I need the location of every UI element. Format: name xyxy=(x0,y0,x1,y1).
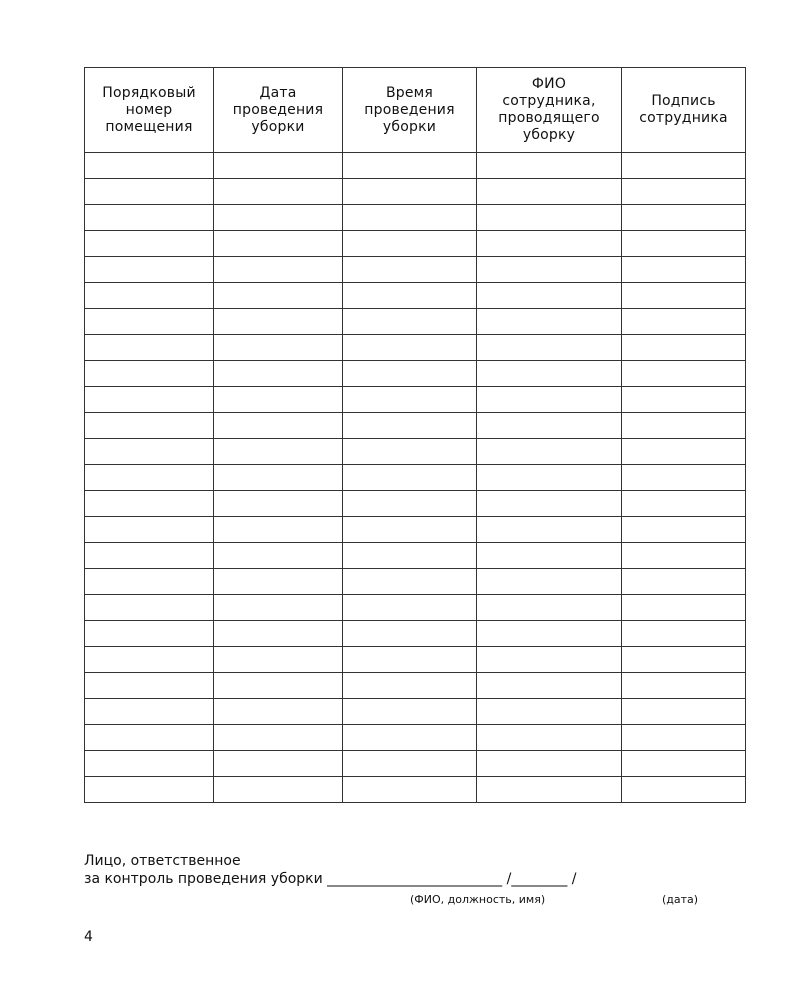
table-cell xyxy=(85,283,214,309)
table-cell xyxy=(85,309,214,335)
table-cell xyxy=(85,699,214,725)
table-cell xyxy=(343,361,477,387)
table-cell xyxy=(214,777,343,803)
table-cell xyxy=(85,439,214,465)
date-hint: (дата) xyxy=(662,893,699,906)
table-cell xyxy=(622,283,746,309)
table-row xyxy=(85,751,746,777)
table-row xyxy=(85,699,746,725)
table-cell xyxy=(85,517,214,543)
table-cell xyxy=(343,439,477,465)
table-cell xyxy=(343,725,477,751)
table-row xyxy=(85,595,746,621)
table-cell xyxy=(85,465,214,491)
table-cell xyxy=(343,465,477,491)
table-cell xyxy=(85,569,214,595)
table-cell xyxy=(85,491,214,517)
table-body xyxy=(85,153,746,803)
table-cell xyxy=(85,725,214,751)
table-cell xyxy=(622,517,746,543)
table-cell xyxy=(477,673,622,699)
table-cell xyxy=(622,361,746,387)
table-cell xyxy=(477,595,622,621)
table-row xyxy=(85,569,746,595)
table-cell xyxy=(214,491,343,517)
table-row xyxy=(85,205,746,231)
table-row xyxy=(85,283,746,309)
table-cell xyxy=(85,647,214,673)
table-cell xyxy=(343,595,477,621)
table-cell xyxy=(622,465,746,491)
table-row xyxy=(85,543,746,569)
table-cell xyxy=(214,751,343,777)
table-cell xyxy=(622,335,746,361)
table-cell xyxy=(343,673,477,699)
table-cell xyxy=(477,725,622,751)
table-cell xyxy=(85,361,214,387)
table-cell xyxy=(622,621,746,647)
header-cleaning-date: Дата проведения уборки xyxy=(214,68,343,153)
table-cell xyxy=(622,309,746,335)
table-cell xyxy=(343,231,477,257)
table-row xyxy=(85,257,746,283)
table-cell xyxy=(477,647,622,673)
table-cell xyxy=(622,387,746,413)
table-cell xyxy=(214,231,343,257)
table-cell xyxy=(477,179,622,205)
table-cell xyxy=(214,621,343,647)
table-cell xyxy=(214,205,343,231)
table-cell xyxy=(622,595,746,621)
table-cell xyxy=(214,309,343,335)
table-cell xyxy=(214,595,343,621)
table-cell xyxy=(622,725,746,751)
table-cell xyxy=(622,179,746,205)
table-cell xyxy=(214,413,343,439)
table-cell xyxy=(477,543,622,569)
table-cell xyxy=(622,777,746,803)
table-cell xyxy=(622,205,746,231)
table-cell xyxy=(622,231,746,257)
table-cell xyxy=(214,543,343,569)
table-cell xyxy=(343,413,477,439)
table-cell xyxy=(343,491,477,517)
table-cell xyxy=(214,335,343,361)
table-cell xyxy=(214,153,343,179)
table-cell xyxy=(85,777,214,803)
table-cell xyxy=(622,699,746,725)
table-cell xyxy=(214,699,343,725)
table-cell xyxy=(343,517,477,543)
table-row xyxy=(85,725,746,751)
table-cell xyxy=(477,751,622,777)
table-row xyxy=(85,231,746,257)
table-cell xyxy=(477,465,622,491)
table-cell xyxy=(214,179,343,205)
table-cell xyxy=(214,517,343,543)
table-cell xyxy=(343,751,477,777)
table-row xyxy=(85,647,746,673)
table-cell xyxy=(477,569,622,595)
table-cell xyxy=(477,439,622,465)
table-cell xyxy=(343,699,477,725)
table-row xyxy=(85,777,746,803)
table-cell xyxy=(85,413,214,439)
table-cell xyxy=(343,387,477,413)
table-cell xyxy=(477,491,622,517)
table-cell xyxy=(85,205,214,231)
table-cell xyxy=(214,361,343,387)
table-cell xyxy=(85,595,214,621)
table-cell xyxy=(85,153,214,179)
table-cell xyxy=(343,153,477,179)
table-cell xyxy=(343,335,477,361)
table-cell xyxy=(477,361,622,387)
table-cell xyxy=(622,569,746,595)
table-cell xyxy=(477,153,622,179)
table-cell xyxy=(622,413,746,439)
table-cell xyxy=(214,465,343,491)
table-cell xyxy=(85,543,214,569)
table-cell xyxy=(85,231,214,257)
table-cell xyxy=(214,387,343,413)
table-row xyxy=(85,413,746,439)
table-cell xyxy=(622,257,746,283)
table-cell xyxy=(214,647,343,673)
table-cell xyxy=(477,309,622,335)
table-row xyxy=(85,491,746,517)
table-cell xyxy=(343,205,477,231)
table-cell xyxy=(343,647,477,673)
table-cell xyxy=(214,569,343,595)
table-cell xyxy=(343,179,477,205)
table-cell xyxy=(477,777,622,803)
table-cell xyxy=(85,387,214,413)
table-cell xyxy=(622,751,746,777)
table-row xyxy=(85,153,746,179)
table-cell xyxy=(622,647,746,673)
table-cell xyxy=(85,751,214,777)
table-cell xyxy=(343,257,477,283)
table-cell xyxy=(622,439,746,465)
table-cell xyxy=(477,387,622,413)
table-cell xyxy=(214,283,343,309)
table-cell xyxy=(343,543,477,569)
table-cell xyxy=(477,413,622,439)
table-row xyxy=(85,517,746,543)
table-cell xyxy=(622,491,746,517)
responsible-person-signature-line: за контроль проведения уборки _________________________ /________ / xyxy=(84,871,577,887)
responsible-person-label: Лицо, ответственное xyxy=(84,853,241,869)
table-cell xyxy=(622,153,746,179)
table-cell xyxy=(343,309,477,335)
table-cell xyxy=(214,439,343,465)
header-cleaning-time: Время проведения уборки xyxy=(343,68,477,153)
table-row xyxy=(85,361,746,387)
table-cell xyxy=(343,621,477,647)
table-cell xyxy=(343,283,477,309)
table-cell xyxy=(477,257,622,283)
table-cell xyxy=(85,673,214,699)
table-cell xyxy=(85,335,214,361)
table-cell xyxy=(622,543,746,569)
table-cell xyxy=(214,725,343,751)
page-number: 4 xyxy=(84,929,93,945)
header-room-number: Порядковый номер помещения xyxy=(85,68,214,153)
cleaning-log-table xyxy=(84,67,746,803)
table-cell xyxy=(85,621,214,647)
table-cell xyxy=(343,569,477,595)
table-cell xyxy=(343,777,477,803)
table-row xyxy=(85,465,746,491)
table-cell xyxy=(477,621,622,647)
table-row xyxy=(85,673,746,699)
table-cell xyxy=(477,231,622,257)
table-cell xyxy=(622,673,746,699)
table-row xyxy=(85,621,746,647)
table-cell xyxy=(85,257,214,283)
name-position-hint: (ФИО, должность, имя) xyxy=(410,893,546,906)
table-cell xyxy=(477,517,622,543)
table-cell xyxy=(477,335,622,361)
table-header-row xyxy=(85,68,746,153)
table-cell xyxy=(85,179,214,205)
header-employee-name: ФИО сотрудника, проводящего уборку xyxy=(477,68,622,153)
table-cell xyxy=(477,283,622,309)
table-row xyxy=(85,335,746,361)
table-row xyxy=(85,439,746,465)
header-employee-signature: Подпись сотрудника xyxy=(622,68,746,153)
table-cell xyxy=(477,205,622,231)
table-cell xyxy=(214,257,343,283)
table-cell xyxy=(477,699,622,725)
table-row xyxy=(85,179,746,205)
table-row xyxy=(85,387,746,413)
table-cell xyxy=(214,673,343,699)
table-row xyxy=(85,309,746,335)
